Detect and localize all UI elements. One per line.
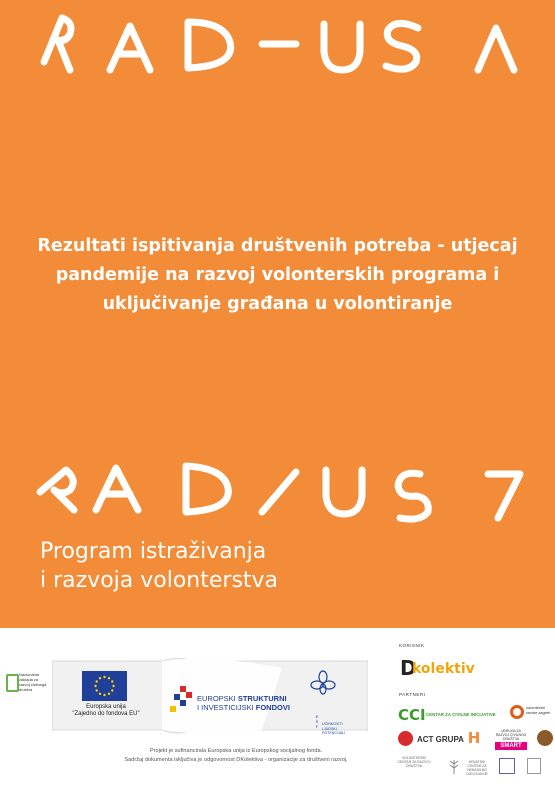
middle-wordmark — [0, 440, 555, 535]
nacionalna-zaklada-icon — [6, 674, 19, 692]
korisnik-label: KORISNIK — [399, 643, 425, 648]
subtitle-line-2: i razvoja volonterstva — [40, 568, 279, 593]
eu-caption-line-1: Europska unija — [86, 704, 126, 710]
subtitle — [40, 537, 278, 595]
smart-badge: SMART — [495, 742, 527, 750]
nacionalna-zaklada-logo — [6, 672, 48, 712]
eu-caption-line-2: "Zajedno do fondova EU" — [72, 711, 140, 717]
eu-flag-icon — [82, 671, 127, 701]
tree-partner-icon — [448, 758, 460, 776]
disclaimer-line-1: Projekt je sufinancirala Europska unija iz Europskog socijalnog fonda. — [149, 748, 323, 754]
header-wordmark — [0, 0, 555, 90]
outline-partner-icon — [527, 758, 541, 774]
h-partner-logo-icon: H — [467, 729, 481, 747]
smart-top-text: UDRUGA ZA RAZVOJ CIVILNOG DRUŠTVA — [495, 729, 527, 741]
partneri-label: PARTNERI — [399, 692, 426, 697]
title-line-3: uključivanje građana u volontiranje — [102, 294, 453, 314]
esp-flower-icon — [310, 670, 336, 696]
dkolektiv-mark: D — [400, 656, 417, 680]
footer-logos — [0, 628, 555, 792]
square-partner-icon — [499, 758, 515, 774]
document-title — [20, 232, 535, 319]
small-partner-logo-2: HRVATSKI CENTAR ZA NENASILNO DJELOVANJE — [466, 760, 488, 776]
funding-disclaimer — [106, 747, 366, 764]
cci-mark: CCI — [398, 706, 426, 724]
title-line-2: pandemije na razvoj volonterskih programa i — [55, 265, 500, 285]
esf-line1-prefix: EUROPSKI — [197, 694, 238, 703]
esp-letters: E S F — [315, 714, 319, 729]
dkolektiv-text: kolektiv — [412, 661, 475, 677]
title-line-1: Rezultati ispitivanja društvenih potreba - utjecaj — [37, 236, 518, 256]
cci-text: CENTAR ZA CIVILNE INICIJATIVE — [426, 712, 496, 717]
vcz-logo-icon — [510, 705, 524, 719]
act-grupa-icon — [398, 731, 413, 746]
round-partner-logo-icon — [537, 730, 553, 746]
subtitle-line-1: Program istraživanja — [40, 539, 267, 564]
esp-caption: UČINKOVITI LJUDSKI POTENCIJALI — [322, 722, 346, 735]
esf-squares-icon — [170, 686, 196, 714]
nacionalna-zaklada-text: Nacionalna zaklada za razvoj civilnoga društva — [19, 672, 47, 692]
vcz-text: volonterski centar zagreb — [526, 705, 551, 715]
disclaimer-line-2: Sadržaj dokumenta isključiva je odgovornost DKolektiva - organizacije za društveni razvoj. — [124, 756, 348, 763]
small-partner-logo-1: VOLONTERSKI CENTAR ZA RAZVOJ DRUŠTVA — [397, 756, 431, 768]
eu-caption — [70, 704, 142, 718]
smart-logo — [495, 729, 527, 750]
esf-line1-bold: STRUKTURNI — [237, 694, 287, 703]
esf-line2-prefix: I INVESTICIJSKI — [197, 703, 256, 712]
esf-text — [197, 694, 290, 712]
act-grupa-text: ACT GRUPA — [417, 735, 464, 744]
eu-funding-banner — [52, 656, 368, 738]
esf-line2-bold: FONDOVI — [255, 703, 290, 712]
